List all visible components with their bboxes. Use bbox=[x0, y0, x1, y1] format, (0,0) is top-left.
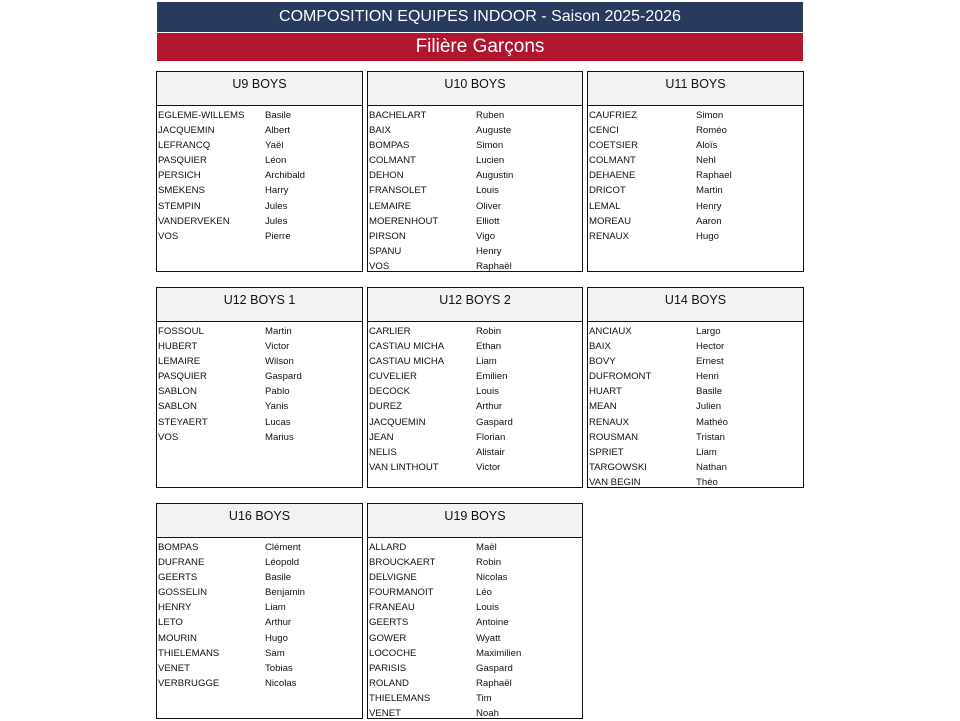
player-row bbox=[588, 369, 803, 384]
player-last-name: CASTIAU MICHA bbox=[369, 341, 445, 353]
player-first-name: Martin bbox=[696, 185, 723, 197]
player-row bbox=[588, 339, 803, 354]
player-row bbox=[368, 324, 582, 339]
player-last-name: BACHELART bbox=[369, 110, 427, 121]
player-row bbox=[368, 354, 582, 369]
player-row bbox=[368, 631, 582, 646]
player-last-name: EGLEME-WILLEMS bbox=[158, 110, 245, 121]
player-row bbox=[157, 339, 362, 354]
team-header: U12 BOYS 1 bbox=[157, 288, 362, 322]
player-last-name: FRANSOLET bbox=[369, 185, 427, 197]
page-subtitle bbox=[157, 33, 803, 61]
player-first-name: Léon bbox=[265, 155, 287, 167]
player-first-name: Hugo bbox=[265, 632, 288, 644]
player-last-name: COLMANT bbox=[369, 155, 416, 167]
player-first-name: Clément bbox=[265, 542, 301, 553]
player-row bbox=[588, 138, 803, 153]
player-first-name: Oliver bbox=[476, 200, 502, 212]
player-row bbox=[588, 415, 803, 430]
player-list bbox=[588, 322, 803, 490]
player-last-name: TARGOWSKI bbox=[589, 461, 647, 473]
player-first-name: Elliott bbox=[476, 215, 500, 227]
player-first-name: Mathéo bbox=[696, 416, 728, 428]
player-last-name: LEFRANCQ bbox=[158, 140, 211, 152]
team-u12-2 bbox=[367, 287, 583, 488]
player-first-name: Alistair bbox=[476, 446, 505, 458]
player-last-name: BAIX bbox=[369, 125, 391, 137]
player-last-name: PASQUIER bbox=[158, 155, 207, 167]
player-first-name: Tristan bbox=[696, 431, 725, 443]
team-u16 bbox=[156, 503, 363, 719]
player-row bbox=[157, 229, 362, 244]
player-first-name: Wilson bbox=[265, 356, 294, 368]
player-first-name: Emilien bbox=[476, 371, 508, 383]
player-row bbox=[588, 153, 803, 168]
player-first-name: Pierre bbox=[265, 230, 291, 242]
player-first-name: Raphaël bbox=[476, 260, 512, 272]
player-first-name: Basile bbox=[696, 386, 723, 398]
player-last-name: LETO bbox=[158, 617, 183, 629]
player-row bbox=[368, 108, 582, 123]
player-row bbox=[157, 183, 362, 198]
player-row bbox=[157, 570, 362, 585]
player-row bbox=[368, 676, 582, 691]
player-last-name: ALLARD bbox=[369, 542, 407, 553]
player-first-name: Vigo bbox=[476, 230, 496, 242]
player-first-name: Antoine bbox=[476, 617, 509, 629]
player-row bbox=[157, 555, 362, 570]
player-first-name: Liam bbox=[476, 356, 497, 368]
player-first-name: Largo bbox=[696, 326, 721, 337]
player-row bbox=[368, 570, 582, 585]
player-last-name: MOREAU bbox=[589, 215, 632, 227]
player-last-name: GOSSELIN bbox=[158, 587, 208, 599]
player-row bbox=[368, 691, 582, 706]
player-first-name: Wyatt bbox=[476, 632, 501, 644]
player-row bbox=[368, 138, 582, 153]
player-first-name: Nicolas bbox=[265, 677, 297, 689]
player-row bbox=[368, 661, 582, 676]
player-last-name: CENCI bbox=[589, 125, 619, 137]
player-last-name: VAN LINTHOUT bbox=[369, 461, 439, 473]
player-last-name: DEHAENE bbox=[589, 170, 636, 182]
player-last-name: VOS bbox=[369, 260, 390, 272]
player-last-name: VOS bbox=[158, 230, 179, 242]
player-first-name: Marius bbox=[265, 431, 294, 443]
player-row bbox=[157, 214, 362, 229]
player-row bbox=[588, 324, 803, 339]
player-first-name: Ernest bbox=[696, 356, 724, 368]
player-last-name: HENRY bbox=[158, 602, 192, 614]
player-last-name: PARISIS bbox=[369, 662, 407, 674]
player-first-name: Ethan bbox=[476, 341, 502, 353]
player-last-name: COLMANT bbox=[589, 155, 636, 167]
player-row bbox=[588, 445, 803, 460]
player-first-name: Yaël bbox=[265, 140, 284, 152]
player-row bbox=[157, 324, 362, 339]
player-last-name: BOVY bbox=[589, 356, 616, 368]
player-list bbox=[368, 322, 582, 475]
team-u9 bbox=[156, 71, 363, 272]
player-row bbox=[588, 399, 803, 414]
player-last-name: NELIS bbox=[369, 446, 397, 458]
player-first-name: Lucas bbox=[265, 416, 291, 428]
player-last-name: ANCIAUX bbox=[589, 326, 632, 337]
player-first-name: Tim bbox=[476, 692, 492, 704]
player-row bbox=[368, 415, 582, 430]
player-last-name: THIELEMANS bbox=[369, 692, 431, 704]
player-last-name: BOMPAS bbox=[369, 140, 410, 152]
player-row bbox=[588, 108, 803, 123]
player-first-name: Robin bbox=[476, 326, 502, 337]
player-row bbox=[157, 199, 362, 214]
player-last-name: GEERTS bbox=[369, 617, 409, 629]
player-row bbox=[368, 706, 582, 721]
player-first-name: Basile bbox=[265, 572, 292, 584]
player-last-name: PERSICH bbox=[158, 170, 201, 182]
player-row bbox=[368, 615, 582, 630]
team-header: U14 BOYS bbox=[588, 288, 803, 322]
player-list bbox=[157, 106, 362, 244]
player-last-name: GOWER bbox=[369, 632, 407, 644]
player-row bbox=[368, 199, 582, 214]
player-first-name: Henri bbox=[696, 371, 719, 383]
player-row bbox=[368, 229, 582, 244]
player-row bbox=[157, 138, 362, 153]
player-row bbox=[368, 445, 582, 460]
player-first-name: Yanis bbox=[265, 401, 289, 413]
player-row bbox=[588, 384, 803, 399]
player-first-name: Hector bbox=[696, 341, 725, 353]
player-row bbox=[368, 244, 582, 259]
player-last-name: MEAN bbox=[589, 401, 617, 413]
player-last-name: BOMPAS bbox=[158, 542, 199, 553]
player-row bbox=[588, 199, 803, 214]
player-row bbox=[588, 168, 803, 183]
player-last-name: DUFRANE bbox=[158, 557, 205, 569]
player-first-name: Roméo bbox=[696, 125, 727, 137]
player-first-name: Raphaël bbox=[476, 677, 512, 689]
player-last-name: CASTIAU MICHA bbox=[369, 356, 445, 368]
player-row bbox=[368, 585, 582, 600]
player-last-name: ROUSMAN bbox=[589, 431, 639, 443]
player-row bbox=[368, 259, 582, 274]
player-last-name: FOSSOUL bbox=[158, 326, 204, 337]
player-row bbox=[157, 676, 362, 691]
player-first-name: Victor bbox=[265, 341, 290, 353]
player-first-name: Louis bbox=[476, 602, 499, 614]
player-first-name: Gaspard bbox=[265, 371, 302, 383]
player-last-name: STEMPIN bbox=[158, 200, 201, 212]
team-u12-1 bbox=[156, 287, 363, 488]
player-last-name: JACQUEMIN bbox=[369, 416, 426, 428]
player-last-name: COETSIER bbox=[589, 140, 639, 152]
player-first-name: Gaspard bbox=[476, 662, 513, 674]
player-first-name: Henry bbox=[476, 245, 502, 257]
player-last-name: DUFROMONT bbox=[589, 371, 652, 383]
player-first-name: Nathan bbox=[696, 461, 727, 473]
player-first-name: Léopold bbox=[265, 557, 300, 569]
player-row bbox=[588, 214, 803, 229]
player-first-name: Robin bbox=[476, 557, 502, 569]
player-row bbox=[368, 183, 582, 198]
player-last-name: DEHON bbox=[369, 170, 404, 182]
player-last-name: LEMAIRE bbox=[158, 356, 201, 368]
player-last-name: SPANU bbox=[369, 245, 402, 257]
player-row bbox=[368, 460, 582, 475]
player-row bbox=[368, 540, 582, 555]
player-first-name: Florian bbox=[476, 431, 506, 443]
player-last-name: LOCOCHE bbox=[369, 647, 417, 659]
team-u14 bbox=[587, 287, 804, 488]
player-row bbox=[157, 540, 362, 555]
player-last-name: JACQUEMIN bbox=[158, 125, 215, 137]
player-row bbox=[157, 661, 362, 676]
player-last-name: GEERTS bbox=[158, 572, 198, 584]
player-first-name: Albert bbox=[265, 125, 291, 137]
player-first-name: Ruben bbox=[476, 110, 505, 121]
team-u10 bbox=[367, 71, 583, 272]
player-first-name: Arthur bbox=[265, 617, 292, 629]
player-row bbox=[157, 108, 362, 123]
player-first-name: Jules bbox=[265, 215, 288, 227]
player-row bbox=[368, 168, 582, 183]
player-first-name: Nehl bbox=[696, 155, 716, 167]
player-last-name: CARLIER bbox=[369, 326, 411, 337]
player-last-name: CUVELIER bbox=[369, 371, 417, 383]
player-row bbox=[588, 123, 803, 138]
player-row bbox=[157, 354, 362, 369]
player-row bbox=[368, 369, 582, 384]
player-last-name: RENAUX bbox=[589, 416, 629, 428]
player-last-name: MOURIN bbox=[158, 632, 197, 644]
player-first-name: Auguste bbox=[476, 125, 512, 137]
player-last-name: HUART bbox=[589, 386, 622, 398]
player-row bbox=[588, 354, 803, 369]
player-last-name: FOURMANOIT bbox=[369, 587, 434, 599]
player-first-name: Tobias bbox=[265, 662, 293, 674]
player-row bbox=[368, 384, 582, 399]
player-last-name: THIELEMANS bbox=[158, 647, 220, 659]
player-first-name: Basile bbox=[265, 110, 292, 121]
player-list bbox=[157, 322, 362, 445]
player-row bbox=[368, 399, 582, 414]
player-row bbox=[368, 555, 582, 570]
player-last-name: DELVIGNE bbox=[369, 572, 417, 584]
player-first-name: Maël bbox=[476, 542, 497, 553]
player-row bbox=[157, 153, 362, 168]
player-list bbox=[157, 538, 362, 691]
player-first-name: Théo bbox=[696, 476, 718, 488]
player-last-name: VOS bbox=[158, 431, 179, 443]
player-row bbox=[588, 460, 803, 475]
player-list bbox=[588, 106, 803, 244]
player-first-name: Simon bbox=[696, 110, 724, 121]
player-last-name: STEYAERT bbox=[158, 416, 208, 428]
player-last-name: VENET bbox=[158, 662, 190, 674]
player-last-name: PIRSON bbox=[369, 230, 406, 242]
team-header: U9 BOYS bbox=[157, 72, 362, 106]
player-first-name: Pablo bbox=[265, 386, 290, 398]
player-row bbox=[157, 585, 362, 600]
player-first-name: Simon bbox=[476, 140, 504, 152]
team-header: U16 BOYS bbox=[157, 504, 362, 538]
page-subtitle-text: Filière Garçons bbox=[415, 36, 545, 57]
player-list bbox=[368, 106, 582, 274]
player-first-name: Gaspard bbox=[476, 416, 513, 428]
player-row bbox=[157, 600, 362, 615]
player-row bbox=[157, 369, 362, 384]
player-row bbox=[157, 646, 362, 661]
team-header: U10 BOYS bbox=[368, 72, 582, 106]
player-first-name: Liam bbox=[696, 446, 717, 458]
player-first-name: Harry bbox=[265, 185, 289, 197]
player-first-name: Noah bbox=[476, 708, 499, 720]
player-first-name: Julien bbox=[696, 401, 722, 413]
player-last-name: VANDERVEKEN bbox=[158, 215, 230, 227]
player-first-name: Henry bbox=[696, 200, 722, 212]
player-last-name: VAN BEGIN bbox=[589, 476, 641, 488]
player-first-name: Arthur bbox=[476, 401, 503, 413]
player-last-name: LEMAL bbox=[589, 200, 621, 212]
player-last-name: DECOCK bbox=[369, 386, 411, 398]
page-title-text: COMPOSITION EQUIPES INDOOR - Saison 2025-2026 bbox=[279, 8, 681, 25]
player-first-name: Hugo bbox=[696, 230, 719, 242]
player-first-name: Archibald bbox=[265, 170, 305, 182]
player-last-name: DUREZ bbox=[369, 401, 403, 413]
team-header: U19 BOYS bbox=[368, 504, 582, 538]
player-last-name: VENET bbox=[369, 708, 401, 720]
player-row bbox=[588, 430, 803, 445]
team-header: U11 BOYS bbox=[588, 72, 803, 106]
player-row bbox=[157, 415, 362, 430]
player-first-name: Raphael bbox=[696, 170, 732, 182]
player-row bbox=[368, 214, 582, 229]
player-row bbox=[368, 123, 582, 138]
player-last-name: FRANEAU bbox=[369, 602, 415, 614]
player-first-name: Aaron bbox=[696, 215, 722, 227]
team-u19 bbox=[367, 503, 583, 719]
player-first-name: Maximilien bbox=[476, 647, 522, 659]
player-first-name: Louis bbox=[476, 185, 499, 197]
player-first-name: Martin bbox=[265, 326, 292, 337]
player-row bbox=[368, 339, 582, 354]
player-first-name: Victor bbox=[476, 461, 501, 473]
player-last-name: ROLAND bbox=[369, 677, 409, 689]
player-row bbox=[368, 646, 582, 661]
player-last-name: BAIX bbox=[589, 341, 611, 353]
team-u11 bbox=[587, 71, 804, 272]
page-title bbox=[157, 2, 803, 32]
player-row bbox=[588, 183, 803, 198]
player-row bbox=[157, 123, 362, 138]
player-row bbox=[368, 600, 582, 615]
player-row bbox=[588, 475, 803, 490]
player-first-name: Jules bbox=[265, 200, 288, 212]
player-first-name: Nicolas bbox=[476, 572, 508, 584]
player-last-name: SMEKENS bbox=[158, 185, 205, 197]
player-last-name: JEAN bbox=[369, 431, 394, 443]
player-row bbox=[157, 168, 362, 183]
player-row bbox=[588, 229, 803, 244]
player-row bbox=[157, 430, 362, 445]
player-last-name: HUBERT bbox=[158, 341, 198, 353]
player-first-name: Lucien bbox=[476, 155, 505, 167]
team-header: U12 BOYS 2 bbox=[368, 288, 582, 322]
player-last-name: LEMAIRE bbox=[369, 200, 412, 212]
player-first-name: Liam bbox=[265, 602, 286, 614]
player-row bbox=[157, 615, 362, 630]
player-row bbox=[157, 399, 362, 414]
player-last-name: PASQUIER bbox=[158, 371, 207, 383]
player-list bbox=[368, 538, 582, 721]
player-first-name: Augustin bbox=[476, 170, 514, 182]
player-last-name: BROUCKAERT bbox=[369, 557, 436, 569]
player-last-name: MOERENHOUT bbox=[369, 215, 439, 227]
player-first-name: Louis bbox=[476, 386, 499, 398]
player-first-name: Léo bbox=[476, 587, 493, 599]
player-last-name: RENAUX bbox=[589, 230, 629, 242]
player-last-name: SABLON bbox=[158, 401, 197, 413]
player-first-name: Sam bbox=[265, 647, 285, 659]
player-last-name: SPRIET bbox=[589, 446, 624, 458]
player-last-name: CAUFRIEZ bbox=[589, 110, 637, 121]
player-last-name: SABLON bbox=[158, 386, 197, 398]
player-row bbox=[157, 631, 362, 646]
player-first-name: Aloïs bbox=[696, 140, 718, 152]
player-row bbox=[157, 384, 362, 399]
player-first-name: Benjamin bbox=[265, 587, 305, 599]
player-row bbox=[368, 430, 582, 445]
player-last-name: DRICOT bbox=[589, 185, 626, 197]
player-row bbox=[368, 153, 582, 168]
player-last-name: VERBRUGGE bbox=[158, 677, 220, 689]
